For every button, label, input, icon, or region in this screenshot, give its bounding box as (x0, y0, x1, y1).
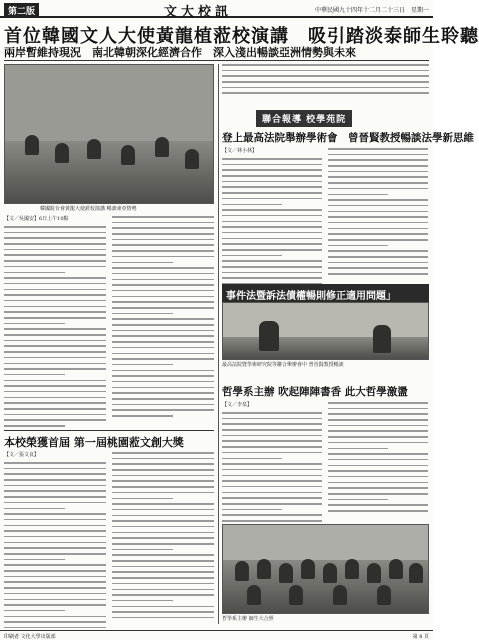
right-top-col-1 (222, 148, 322, 280)
text-line (112, 273, 214, 275)
text-line (112, 537, 214, 539)
text-line (112, 509, 214, 511)
figure (389, 559, 403, 579)
figure (279, 563, 293, 583)
text-line (4, 334, 106, 336)
text-line (4, 610, 65, 612)
text-line (328, 211, 428, 213)
text-line (4, 317, 106, 319)
text-line (112, 606, 214, 608)
text-line (112, 313, 173, 315)
text-line (222, 215, 322, 217)
text-line (222, 204, 282, 206)
text-line (222, 497, 322, 499)
text-line (4, 599, 106, 601)
text-line (4, 536, 106, 538)
text-line (328, 470, 428, 472)
text-line (4, 294, 106, 296)
text-line (328, 256, 428, 258)
text-line (112, 463, 214, 465)
text-line (4, 272, 65, 274)
text-lines (4, 226, 106, 427)
text-line (112, 301, 214, 303)
text-line (112, 307, 214, 309)
text-line (328, 188, 428, 190)
text-line (222, 164, 322, 166)
footer-right: 第 8 頁 (412, 634, 429, 640)
figure (409, 563, 423, 583)
text-line (112, 353, 214, 355)
text-line (328, 199, 428, 201)
text-line (222, 503, 322, 505)
text-line (222, 412, 322, 414)
text-line (222, 423, 322, 425)
group-photo-caption: 哲學系主辦 師生大合照 (222, 616, 274, 622)
text-line (222, 440, 322, 442)
text-line (112, 370, 214, 372)
text-line (112, 492, 214, 494)
text-line (112, 290, 214, 292)
text-line (328, 216, 428, 218)
text-line (222, 192, 322, 194)
text-line (4, 576, 106, 578)
divider (4, 60, 429, 61)
text-line (328, 402, 428, 404)
text-line (112, 222, 214, 224)
text-line (328, 476, 428, 478)
text-line (4, 232, 106, 234)
text-line (4, 391, 106, 393)
text-line (112, 216, 214, 218)
text-line (222, 452, 322, 454)
text-line (328, 510, 428, 512)
text-line (112, 566, 214, 568)
text-line (112, 611, 214, 613)
text-line (112, 549, 173, 551)
text-line (4, 300, 106, 302)
text-line (4, 479, 106, 481)
text-line (112, 617, 214, 619)
text-line (222, 243, 322, 245)
figure (367, 563, 381, 583)
text-line (328, 205, 428, 207)
figure (333, 585, 347, 605)
text-line (222, 260, 322, 262)
text-line (112, 589, 214, 591)
right-top-headline: 登上最高法院舉辦學術會 曾晉賢教授暢談法學新思維 (222, 132, 474, 144)
text-line (4, 485, 106, 487)
text-line (328, 176, 428, 178)
text-line (222, 70, 429, 72)
text-line (112, 387, 214, 389)
figure (323, 563, 337, 583)
text-line (4, 306, 106, 308)
text-line (222, 272, 322, 274)
text-line (222, 209, 322, 211)
lead-text-col-2 (112, 216, 214, 426)
text-lines (222, 412, 322, 522)
text-line (222, 277, 322, 279)
text-line (328, 408, 428, 410)
text-line (112, 279, 214, 281)
text-line (4, 402, 106, 404)
text-line (4, 374, 65, 376)
text-line (222, 480, 322, 482)
text-line (222, 198, 322, 200)
text-line (222, 520, 322, 522)
text-line (4, 408, 106, 410)
text-line (222, 81, 429, 83)
text-line (112, 381, 214, 383)
text-line (4, 513, 106, 515)
column-divider (218, 64, 219, 624)
text-line (328, 448, 388, 450)
text-line (4, 593, 106, 595)
text-line (4, 502, 106, 504)
text-line (328, 233, 428, 235)
figure (377, 585, 391, 605)
text-line (112, 560, 214, 562)
text-line (4, 490, 106, 492)
text-line (222, 255, 282, 257)
text-line (4, 283, 106, 285)
text-line (328, 262, 428, 264)
text-line (222, 181, 322, 183)
text-line (112, 296, 214, 298)
text-line (112, 347, 214, 349)
text-line (4, 604, 106, 606)
text-line (4, 328, 106, 330)
text-line (112, 543, 214, 545)
figure (55, 143, 69, 163)
issue-date: 中華民國九十四年十二月二十三日 星期一 (314, 7, 429, 14)
text-line (4, 564, 106, 566)
text-line (328, 222, 428, 224)
text-line (328, 436, 428, 438)
text-line (222, 75, 429, 77)
text-line (4, 547, 106, 549)
text-line (4, 363, 106, 365)
text-line (328, 250, 428, 252)
text-line (328, 493, 428, 495)
text-line (222, 92, 429, 94)
text-line (328, 171, 428, 173)
text-line (112, 409, 214, 411)
text-line (328, 425, 428, 427)
text-line (112, 239, 214, 241)
text-line (328, 182, 428, 184)
text-line (4, 525, 106, 527)
text-line (112, 335, 214, 337)
text-line (4, 380, 106, 382)
text-line (112, 577, 214, 579)
text-lines (4, 462, 106, 628)
figure (235, 561, 249, 581)
text-line (328, 413, 428, 415)
text-line (222, 249, 322, 251)
left-bottom-col-2 (112, 452, 214, 626)
text-line (4, 542, 106, 544)
text-line (222, 186, 322, 188)
text-line (4, 237, 106, 239)
text-line (222, 486, 322, 488)
text-line (328, 419, 428, 421)
text-line (112, 554, 214, 556)
text-line (112, 458, 214, 460)
figure (373, 325, 391, 353)
right-top-col-2 (328, 148, 428, 280)
right-mid-col-2 (328, 402, 428, 520)
text-line (328, 239, 428, 241)
text-line (4, 559, 65, 561)
text-line (112, 498, 173, 500)
text-line (222, 169, 322, 171)
left-bottom-col-1 (4, 452, 106, 626)
text-line (4, 340, 106, 342)
figure (247, 585, 261, 605)
text-line (4, 357, 106, 359)
masthead (0, 0, 433, 18)
figure (155, 137, 169, 157)
figure (121, 145, 135, 165)
text-line (328, 504, 428, 506)
text-line (112, 532, 214, 534)
right-mid-byline: 【文／李泉】 (222, 402, 253, 408)
text-line (328, 159, 428, 161)
text-line (222, 469, 322, 471)
text-line (112, 392, 214, 394)
figure (185, 149, 199, 169)
text-line (4, 570, 106, 572)
text-line (222, 458, 282, 460)
lead-subhead: 兩岸暫維持現況 南北韓朝深化經濟合作 深入淺出暢談亞洲情勢與未來 (4, 46, 356, 59)
text-lines (328, 148, 428, 275)
text-line (112, 469, 214, 471)
text-line (4, 616, 106, 618)
text-line (112, 583, 214, 585)
text-line (112, 318, 214, 320)
right-top-byline: 【文／林小林】 (222, 148, 258, 154)
text-line (112, 324, 214, 326)
text-line (112, 284, 214, 286)
text-line (4, 249, 106, 251)
paper-name: 文大校訊 (164, 5, 233, 20)
figure (259, 321, 279, 351)
text-line (328, 465, 428, 467)
figure (25, 135, 39, 155)
text-line (112, 233, 214, 235)
text-line (112, 415, 173, 417)
text-line (222, 509, 282, 511)
right-mid-col-1 (222, 402, 322, 520)
text-line (222, 158, 322, 160)
text-line (4, 468, 106, 470)
text-line (328, 148, 428, 150)
left-bottom-headline: 本校榮獲首屆 第一屆桃園蒞文創大獎 (4, 436, 184, 449)
text-line (112, 227, 214, 229)
text-lines (112, 216, 214, 417)
text-line (328, 453, 428, 455)
text-line (328, 165, 428, 167)
text-line (4, 260, 106, 262)
text-line (4, 345, 106, 347)
lead-byline: 【文／吳國安】6日上午10點 (4, 216, 69, 222)
divider (4, 430, 214, 431)
text-line (222, 266, 322, 268)
text-line (4, 311, 106, 313)
group-photo (222, 524, 429, 614)
text-line (112, 520, 214, 522)
figure (87, 139, 101, 159)
text-line (4, 519, 106, 521)
text-line (4, 621, 106, 623)
text-line (112, 330, 214, 332)
text-line (112, 515, 214, 517)
text-line (4, 627, 106, 629)
figure (345, 559, 359, 579)
text-line (4, 587, 106, 589)
text-line (4, 419, 106, 421)
text-line (112, 503, 214, 505)
figure (257, 559, 271, 579)
text-line (222, 475, 322, 477)
text-line (328, 487, 428, 489)
text-line (4, 385, 106, 387)
text-line (328, 430, 428, 432)
text-line (112, 267, 214, 269)
text-line (222, 221, 322, 223)
text-line (4, 351, 106, 353)
text-line (328, 245, 388, 247)
footer-left: 印刷者 文化大學出版部 (4, 634, 56, 640)
text-line (222, 446, 322, 448)
text-line (112, 475, 214, 477)
lead-photo-caption: 韓國駐台會黃龍大使蒞校演講 暢談東亞情勢 (40, 206, 137, 212)
text-line (222, 226, 322, 228)
text-line (222, 514, 322, 516)
text-lines (222, 64, 429, 94)
text-line (4, 226, 106, 228)
text-line (112, 571, 214, 573)
right-top-text (222, 64, 429, 100)
text-line (222, 232, 322, 234)
edition-label: 第二版 (4, 3, 39, 18)
left-bottom-byline: 【文／張文良】 (4, 452, 40, 458)
text-line (222, 175, 322, 177)
text-line (328, 267, 428, 269)
text-line (222, 435, 322, 437)
text-lines (112, 452, 214, 618)
text-line (222, 64, 429, 66)
right-photo (222, 302, 429, 360)
text-line (112, 250, 214, 252)
text-line (112, 375, 214, 377)
text-line (112, 358, 214, 360)
text-line (112, 480, 214, 482)
text-line (112, 526, 214, 528)
text-line (112, 404, 214, 406)
text-line (4, 368, 106, 370)
text-line (328, 442, 428, 444)
text-line (4, 397, 106, 399)
text-line (222, 87, 429, 89)
figure (301, 559, 315, 579)
text-line (112, 452, 214, 454)
text-line (328, 194, 388, 196)
text-line (112, 256, 214, 258)
text-line (4, 266, 106, 268)
text-line (222, 463, 322, 465)
text-line (222, 492, 322, 494)
text-line (112, 594, 214, 596)
figure (289, 585, 303, 605)
right-photo-caption: 最高法院暨學術研究院等聯合舉辦會中 曾晉賢教授暢談 (222, 362, 344, 368)
text-line (112, 600, 173, 602)
text-line (112, 341, 214, 343)
text-line (112, 262, 173, 264)
text-lines (328, 402, 428, 512)
text-line (328, 228, 428, 230)
text-line (328, 273, 428, 275)
lead-text-col-1 (4, 216, 106, 426)
right-banner: 事件法暨訴法債權暢則修正適用問題」 (222, 284, 429, 305)
text-line (4, 425, 65, 427)
text-line (4, 473, 106, 475)
text-line (4, 496, 106, 498)
section-label: 聯合報導 校學苑院 (256, 110, 352, 127)
text-line (4, 581, 106, 583)
text-line (4, 243, 106, 245)
text-line (328, 482, 428, 484)
text-line (222, 418, 322, 420)
text-line (4, 414, 106, 416)
text-line (4, 323, 65, 325)
text-line (112, 486, 214, 488)
lead-headline: 首位韓國文人大使黃龍植蒞校演講 吸引踏淡泰師生聆聽 (4, 26, 479, 47)
text-line (328, 499, 388, 501)
text-line (222, 429, 322, 431)
text-line (4, 462, 106, 464)
right-mid-headline: 哲學系主辦 吹起陣陣書香 此大哲學激盪 (222, 386, 408, 398)
text-line (112, 398, 214, 400)
text-line (4, 277, 106, 279)
text-lines (222, 158, 322, 285)
text-line (328, 459, 428, 461)
photo-shade (223, 337, 428, 359)
text-line (222, 238, 322, 240)
text-line (4, 289, 106, 291)
text-line (4, 254, 106, 256)
text-line (4, 508, 65, 510)
text-line (4, 530, 106, 532)
text-line (4, 553, 106, 555)
text-line (112, 244, 214, 246)
lead-photo (4, 64, 214, 204)
text-line (112, 364, 173, 366)
footer (0, 630, 433, 640)
text-line (328, 154, 428, 156)
